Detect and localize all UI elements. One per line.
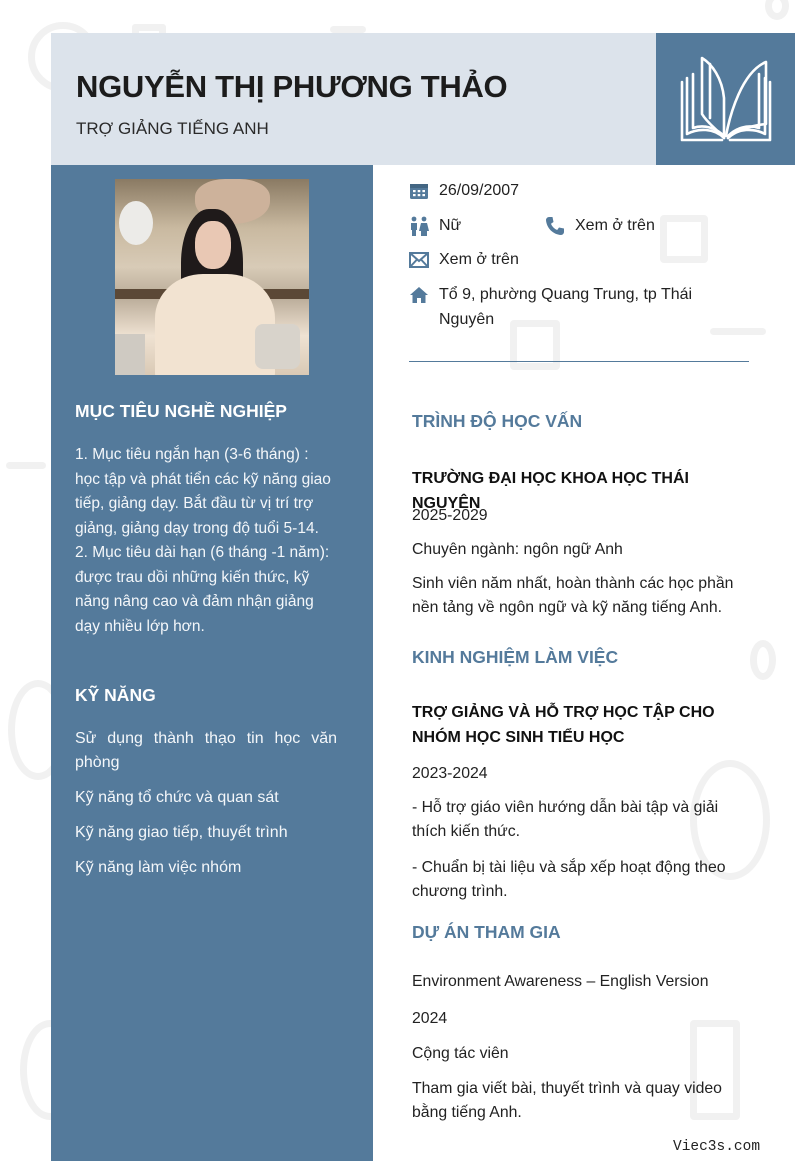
home-icon (409, 286, 429, 304)
project-name: Environment Awareness – English Version (412, 973, 709, 990)
candidate-title: TRỢ GIẢNG TIẾNG ANH (76, 119, 269, 138)
contact-email (409, 247, 519, 272)
bg-decoration (765, 0, 789, 20)
open-book-icon (678, 54, 774, 144)
sidebar (51, 165, 373, 1161)
project-description: Tham gia viết bài, thuyết trình và quay video bằng tiếng Anh. (412, 1080, 722, 1121)
experience-bullet: - Chuẩn bị tài liệu và sắp xếp hoạt động theo chương trình. (412, 859, 726, 900)
skills-heading: KỸ NĂNG (75, 685, 156, 705)
address-value: Tổ 9, phường Quang Trung, tp Thái Nguyên (439, 286, 693, 328)
bg-decoration (660, 215, 708, 263)
projects-heading: DỰ ÁN THAM GIA (412, 922, 561, 942)
bg-decoration (750, 640, 776, 680)
skill-item: Kỹ năng tổ chức và quan sát (75, 789, 279, 806)
contact-phone (545, 213, 655, 238)
skill-item: Sử dụng thành thạo tin học văn phòng (75, 730, 337, 771)
header-icon-box (656, 33, 795, 165)
education-major: Chuyên ngành: ngôn ngữ Anh (412, 541, 623, 558)
objective-long-term: 2. Mục tiêu dài hạn (6 tháng -1 năm): được trau dồi những kiến thức, kỹ năng nâng cao và đảm nhận giảng dạy nhiều lớp hơn. (75, 544, 330, 635)
objective-heading: MỤC TIÊU NGHỀ NGHIỆP (75, 401, 287, 421)
phone-value: Xem ở trên (575, 217, 655, 234)
gender-icon (409, 216, 429, 236)
watermark: Viec3s.com (673, 1139, 761, 1155)
profile-photo (115, 179, 309, 375)
resume-header (51, 33, 656, 165)
experience-period: 2023-2024 (412, 765, 488, 782)
education-description: Sinh viên năm nhất, hoàn thành các học phần nền tảng về ngôn ngữ và kỹ năng tiếng Anh. (412, 575, 734, 616)
objective-short-term: 1. Mục tiêu ngắn hạn (3-6 tháng) : học tập và phát tiển các kỹ năng giao tiếp, giảng dạy. Bắt đầu từ vị trí trợ giảng, giảng dạy trong độ tuổi 5-14. (75, 446, 331, 537)
bg-decoration (6, 462, 46, 469)
education-period: 2025-2029 (412, 507, 488, 524)
objective-section (75, 401, 337, 639)
candidate-name: NGUYỄN THỊ PHƯƠNG THẢO (76, 69, 508, 104)
birthday-value: 26/09/2007 (439, 182, 520, 199)
envelope-icon (409, 252, 429, 268)
phone-icon (545, 216, 565, 236)
project-year: 2024 (412, 1010, 448, 1027)
experience-role: TRỢ GIẢNG VÀ HỖ TRỢ HỌC TẬP CHO NHÓM HỌC SINH TIỂU HỌC (412, 704, 715, 746)
contact-birthday (409, 178, 519, 203)
project-role: Cộng tác viên (412, 1045, 509, 1062)
education-school: TRƯỜNG ĐẠI HỌC KHOA HỌC THÁI NGUYÊN (412, 470, 689, 512)
skill-item: Kỹ năng giao tiếp, thuyết trình (75, 824, 288, 841)
calendar-icon (409, 182, 429, 200)
bg-decoration (330, 26, 366, 33)
gender-value: Nữ (439, 217, 462, 234)
contact-gender (409, 213, 461, 238)
experience-bullet: - Hỗ trợ giáo viên hướng dẫn bài tập và giải thích kiến thức. (412, 799, 719, 840)
contact-address (409, 282, 749, 332)
email-value: Xem ở trên (439, 251, 519, 268)
skills-section (75, 685, 337, 891)
education-heading: TRÌNH ĐỘ HỌC VẤN (412, 411, 583, 431)
experience-heading: KINH NGHIỆM LÀM VIỆC (412, 647, 619, 667)
skill-item: Kỹ năng làm việc nhóm (75, 859, 242, 876)
contact-divider (409, 361, 749, 362)
